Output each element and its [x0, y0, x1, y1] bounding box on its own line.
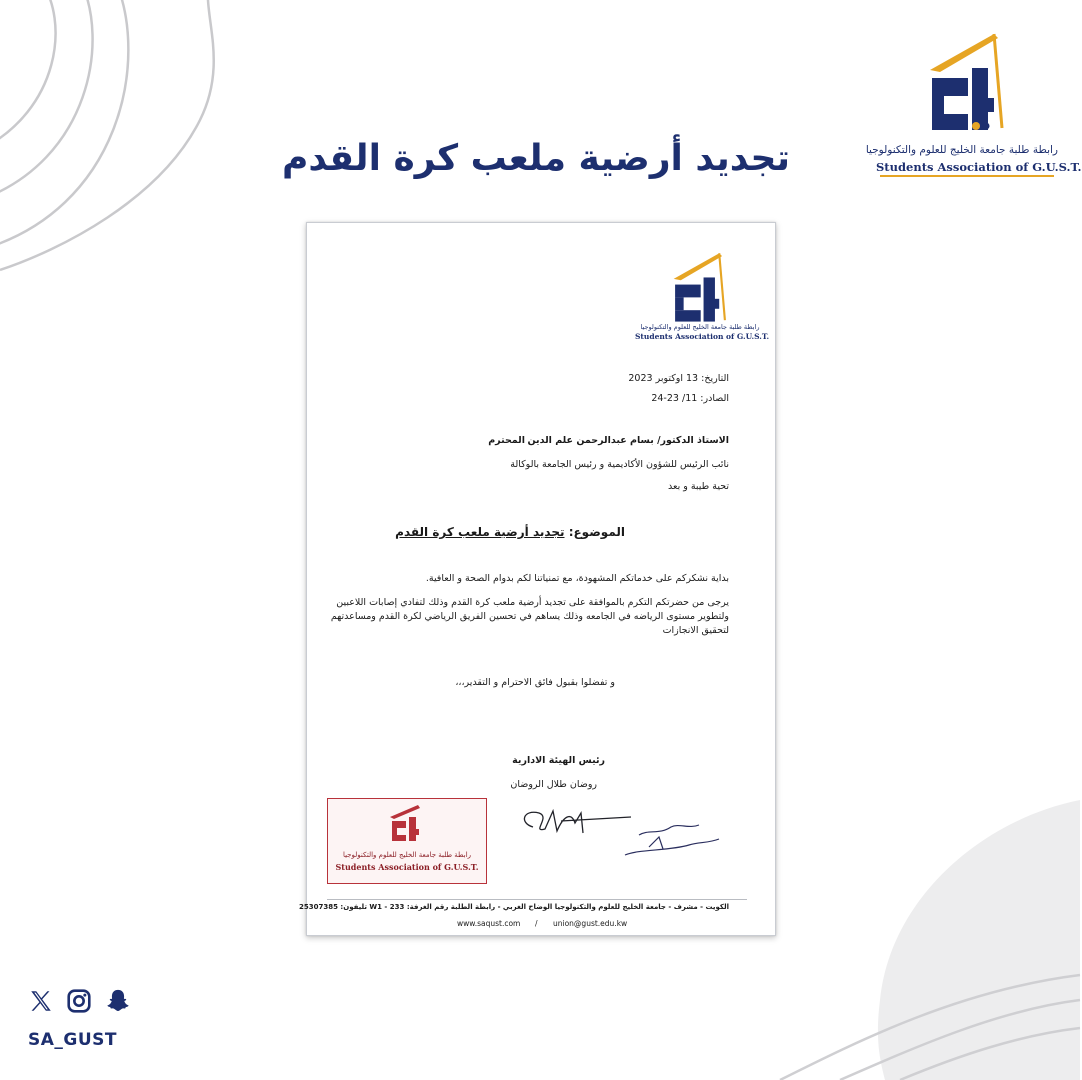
footer-divider — [327, 899, 747, 900]
page-title: تجديد أرضية ملعب كرة القدم — [281, 138, 790, 179]
letterhead-name-ar: رابطة طلبة جامعة الخليج للعلوم والتكنولوجيا — [640, 323, 760, 331]
paragraph-2-line-2: ولتطوير مستوى الرياضه في الجامعه وذلك يساهم في تحسين الفريق الرياضي لكرة القدم ومساعدتهم — [330, 611, 729, 622]
signature-secondary — [619, 815, 729, 863]
brand-underline — [880, 175, 1054, 177]
brand-name-ar: رابطة طلبة جامعة الخليج للعلوم والتكنولوجيا — [865, 144, 1058, 156]
logo-mark-icon — [876, 28, 1058, 144]
letterhead-name-en: Students Association of G.U.S.T. — [635, 332, 770, 341]
stamp-mark-icon — [384, 803, 430, 849]
recipient-name: الاستاذ الدكتور/ بسام عبدالرحمن علم الدين — [527, 435, 729, 446]
brand-name-en: Students Association of G.U.S.T. — [876, 160, 1082, 174]
social-handle[interactable]: SA_GUST — [28, 1030, 117, 1050]
snapchat-icon[interactable] — [104, 987, 132, 1015]
stamp-name-en: Students Association of G.U.S.T. — [335, 862, 479, 872]
instagram-icon[interactable] — [66, 988, 92, 1014]
official-stamp — [327, 798, 487, 884]
x-icon[interactable] — [28, 988, 54, 1014]
letter-date: التاريخ: 13 اوكتوبر 2023 — [628, 373, 729, 384]
stamp-name-ar: رابطة طلبة جامعة الخليج للعلوم والتكنولوجيا — [342, 851, 472, 859]
footer-separator: / — [535, 919, 538, 928]
footer-email[interactable]: union@gust.edu.kw — [553, 919, 628, 928]
signatory-name: روضان طلال الروضان — [510, 779, 597, 790]
social-links — [28, 986, 138, 1020]
footer-address: الكويت - مشرف - جامعة الخليج للعلوم والتكنولوجيا الوضاح الغربي - رابطة الطلبة رقم الغرفة: 233 - W1 تليفون: 25307385 — [299, 903, 729, 911]
subject-value: تجديد أرضية ملعب كرة القدم — [395, 525, 565, 539]
letterhead-logo — [635, 249, 770, 343]
closing-line: و تفضلوا بقبول فائق الاحترام و التقدير،،، — [455, 677, 615, 688]
signatory-title: رئيس الهيئة الادارية — [512, 755, 605, 766]
greeting: تحية طيبة و بعد — [668, 481, 729, 492]
letter-document — [299, 222, 776, 936]
letter-subject — [395, 525, 625, 539]
brand-logo — [865, 28, 1082, 180]
letterhead-mark-icon — [635, 249, 765, 323]
recipient-title: نائب الرئيس للشؤون الأكاديمية و رئيس الجامعة بالوكالة — [510, 459, 729, 470]
paragraph-1: بداية نشكركم على خدماتكم المشهودة، مع تمنياتنا لكم بدوام الصحة و العافية. — [425, 573, 729, 584]
subject-label: الموضوع: — [568, 525, 625, 539]
paragraph-2-line-1: يرجى من حضرتكم التكرم بالموافقة على تجديد أرضية ملعب كرة القدم وذلك لتفادي إصابات اللاعبين — [336, 597, 729, 608]
letter-reference: الصادر: 11/ 23-24 — [651, 393, 729, 404]
paragraph-2-line-3: لتحقيق الانجازات — [662, 625, 729, 636]
recipient-honorific: المحترم — [488, 435, 525, 446]
footer-website[interactable]: www.saqust.com — [457, 919, 521, 928]
